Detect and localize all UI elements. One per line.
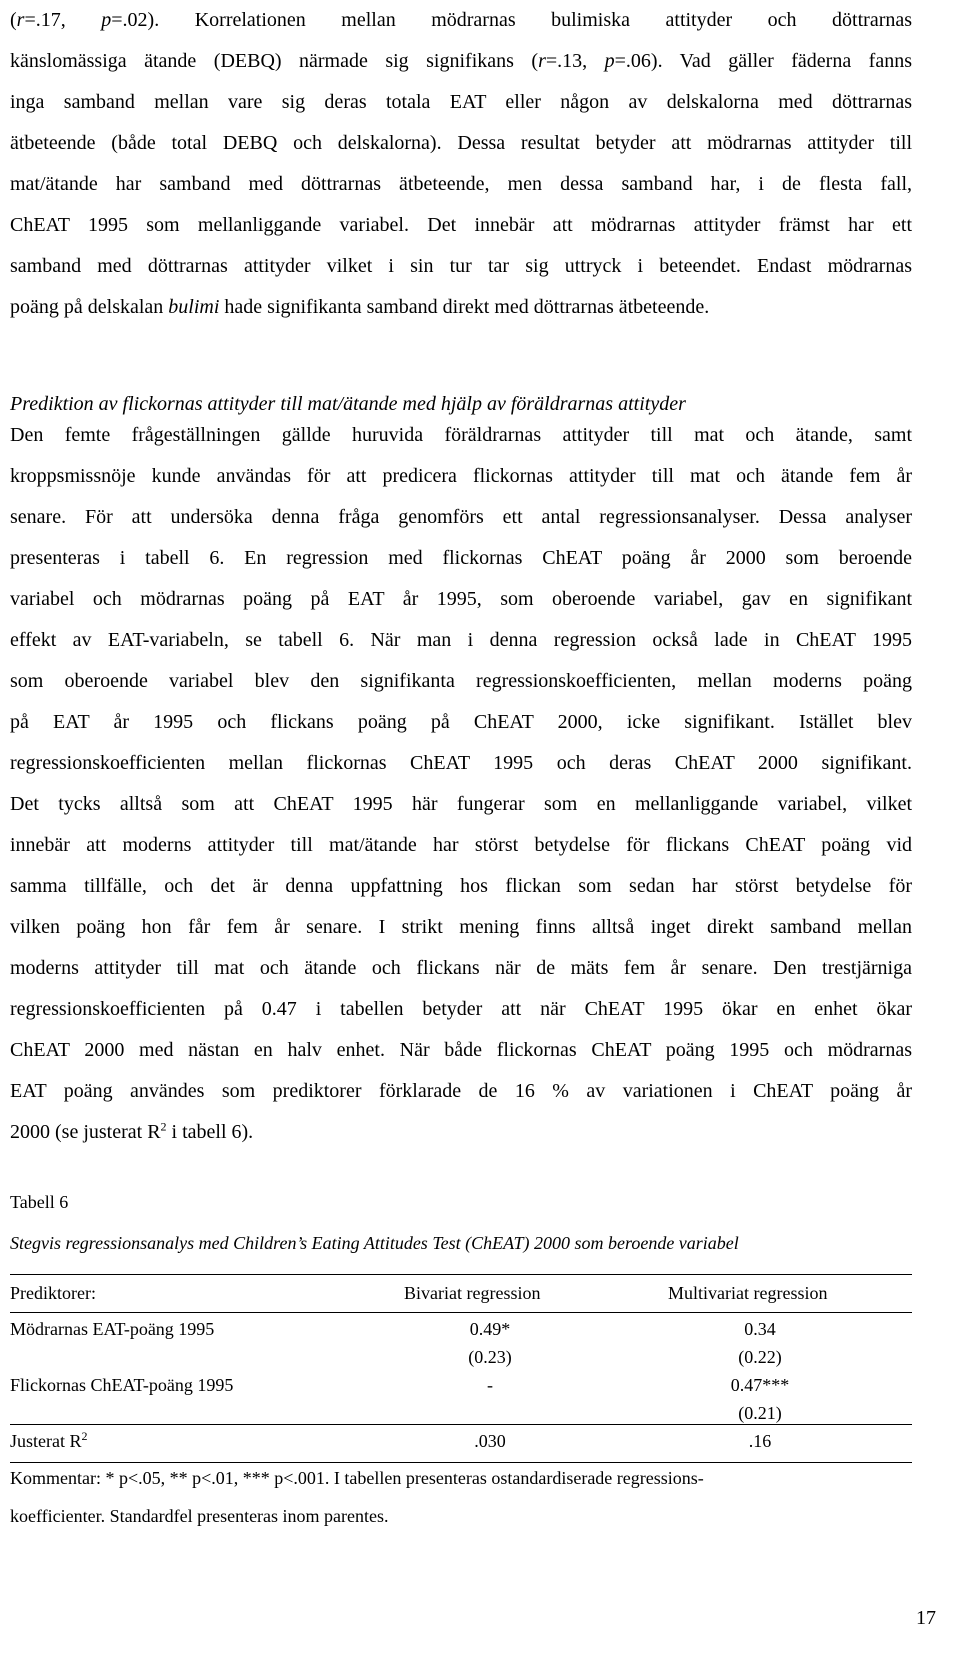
text-line: mat/ätande har samband med döttrarnas ätbeteende, men dessa samband har, i de flesta fall, — [10, 173, 912, 195]
table-note-line-1: Kommentar: * p<.05, ** p<.01, *** p<.001. I tabellen presenteras ostandardiserade regressions- — [10, 1468, 704, 1488]
italic-term: r — [16, 9, 25, 31]
italic-term: p — [101, 9, 112, 31]
adjusted-r2-bivariate: .030 — [474, 1431, 506, 1451]
table-title: Stegvis regressionsanalys med Children’s Eating Attitudes Test (ChEAT) 2000 som beroende variabel — [10, 1233, 739, 1253]
text-line: kroppsmissnöje kunde användas för att predicera flickornas attityder till mat och ätande fem år — [10, 465, 912, 487]
text-line: 2000 (se justerat $R^2$ i tabell 6). — [10, 1119, 254, 1143]
prediction-paragraph — [10, 415, 912, 1153]
section-heading: Prediktion av flickornas attityder till mat/ätande med hjälp av föräldrarnas attityder — [10, 393, 686, 415]
text-line: effekt av EAT-variabeln, se tabell 6. När man i denna regression också lade in ChEAT 1995 — [10, 629, 912, 651]
italic-term: bulimi — [168, 296, 220, 318]
text-line: på EAT år 1995 och flickans poäng på ChEAT 2000, icke signifikant. Istället blev — [10, 711, 912, 733]
italic-term: r — [538, 50, 546, 72]
multivariate-standard-error: (0.22) — [738, 1347, 782, 1367]
text-line: senare. För att undersöka denna fråga genomförs ett antal regressionsanalyser. Dessa analyser — [10, 506, 912, 528]
table-top-rule — [10, 1274, 912, 1275]
text-line: Den femte frågeställningen gällde huruvida föräldrarnas attityder till mat och ätande, samt — [10, 424, 912, 446]
text-line: variabel och mödrarnas poäng på EAT år 1995, som oberoende variabel, gav en signifikant — [10, 588, 912, 610]
text-line: samma tillfälle, och det är denna uppfattning hos flickan som sedan har störst betydelse för — [10, 875, 912, 897]
adjusted-r2-multivariate: .16 — [748, 1431, 772, 1451]
text-line: som oberoende variabel blev den signifikanta regressionskoefficienten, mellan moderns poäng — [10, 670, 912, 692]
adjusted-r2-superscript: 2 — [81, 1429, 88, 1443]
text-line: inga samband mellan vare sig deras totala EAT eller någon av delskalorna med döttrarnas — [10, 91, 912, 113]
text-line: ätbeteende (både total DEBQ och delskalorna). Dessa resultat betyder att mödrarnas attityder till — [10, 132, 912, 154]
text-line: EAT poäng användes som prediktorer förklarade de 16 % av variationen i ChEAT poäng år — [10, 1080, 912, 1102]
text-line: känslomässiga ätande (DEBQ) närmade sig signifikans (r=.13, p=.06). Vad gäller fäderna fanns — [10, 50, 912, 72]
adjusted-r2-label — [10, 1430, 88, 1452]
italic-term: p — [604, 50, 615, 72]
text-line: samband med döttrarnas attityder vilket i sin tur tar sig uttryck i beteendet. Endast mödrarnas — [10, 255, 912, 277]
text-line: regressionskoefficienten på 0.47 i tabellen betyder att när ChEAT 1995 ökar en enhet ökar — [10, 998, 912, 1020]
results-paragraph — [10, 0, 912, 328]
table-label: Tabell 6 — [10, 1192, 69, 1212]
multivariate-coefficient: 0.34 — [744, 1319, 776, 1339]
text-line: ChEAT 1995 som mellanliggande variabel. Det innebär att mödrarnas attityder främst har ett — [10, 214, 912, 236]
bivariate-standard-error: (0.23) — [468, 1347, 512, 1367]
text-line: Det tycks alltså som att ChEAT 1995 här fungerar som en mellanliggande variabel, vilket — [10, 793, 912, 815]
row-label: Mödrarnas EAT-poäng 1995 — [10, 1319, 215, 1339]
header-predictors: Prediktorer: — [10, 1283, 96, 1303]
adjusted-r2-label-text: Justerat R — [10, 1431, 82, 1451]
table-note-line-2: koefficienter. Standardfel presenteras inom parentes. — [10, 1506, 389, 1526]
table-header-rule — [10, 1312, 912, 1313]
text-line: ChEAT 2000 med nästan en halv enhet. När både flickornas ChEAT poäng 1995 och mödrarnas — [10, 1039, 912, 1061]
text-line: regressionskoefficienten mellan flickornas ChEAT 1995 och deras ChEAT 2000 signifikant. — [10, 752, 912, 774]
superscript: 2 — [160, 1119, 167, 1134]
text-line: moderns attityder till mat och ätande och flickans när de mäts fem år senare. Den trestjärniga — [10, 957, 912, 979]
bivariate-coefficient: - — [487, 1375, 493, 1395]
header-multivariate: Multivariat regression — [668, 1283, 828, 1303]
table-bottom-rule — [10, 1462, 912, 1463]
row-label: Flickornas ChEAT-poäng 1995 — [10, 1375, 234, 1395]
table-r2-rule — [10, 1424, 912, 1425]
multivariate-standard-error: (0.21) — [738, 1403, 782, 1423]
bivariate-coefficient: 0.49* — [469, 1319, 511, 1339]
text-line: (r=.17, p=.02). Korrelationen mellan mödrarnas bulimiska attityder och döttrarnas — [10, 9, 913, 31]
text-line: innebär att moderns attityder till mat/ätande har störst betydelse för flickans ChEAT poäng vid — [10, 834, 912, 856]
page-number: 17 — [916, 1607, 936, 1629]
multivariate-coefficient: 0.47*** — [730, 1375, 790, 1395]
text-line: vilken poäng hon får fem år senare. I strikt mening finns alltså inget direkt samband mellan — [10, 916, 912, 938]
text-line: poäng på delskalan bulimi hade signifikanta samband direkt med döttrarnas ätbeteende. — [10, 296, 710, 318]
header-bivariate: Bivariat regression — [404, 1283, 541, 1303]
text-line: presenteras i tabell 6. En regression med flickornas ChEAT poäng år 2000 som beroende — [10, 547, 912, 569]
